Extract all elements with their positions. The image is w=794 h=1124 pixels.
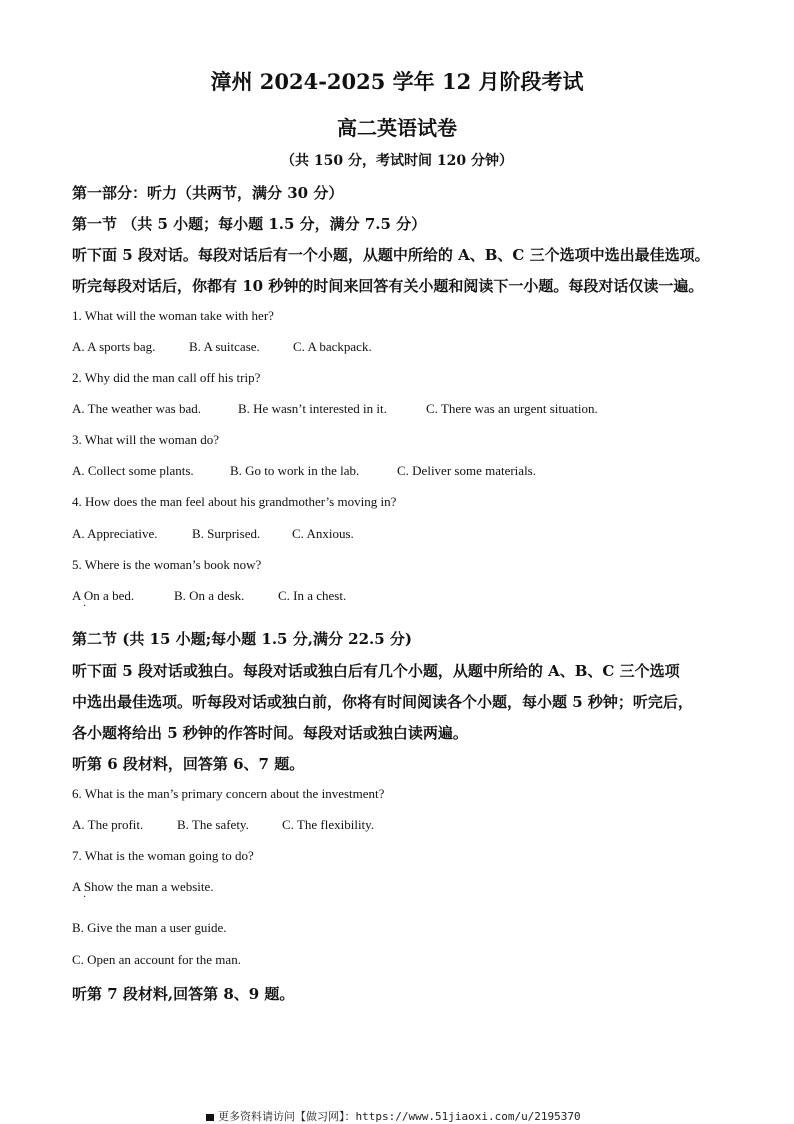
q2-option-a: A. The weather was bad.	[72, 401, 201, 416]
q3-option-b: B. Go to work in the lab.	[230, 463, 360, 478]
q3-option-c: C. Deliver some materials.	[397, 463, 536, 478]
q5-option-c: C. In a chest.	[278, 588, 347, 603]
q7-option-b: B. Give the man a user guide.	[72, 920, 227, 935]
q2-option-c: C. There was an urgent situation.	[426, 401, 598, 416]
section1-heading: 第一节 （共 5 小题；每小题 1.5 分，满分 7.5 分）	[72, 215, 427, 233]
flag-icon	[206, 1114, 214, 1121]
q5-option-a-dot: ·	[83, 601, 87, 612]
q6-option-c: C. The flexibility.	[282, 817, 375, 832]
q7-option-c: C. Open an account for the man.	[72, 952, 241, 967]
q5-option-b: B. On a desk.	[174, 588, 245, 603]
question-5: 5. Where is the woman’s book now?	[72, 557, 262, 572]
q4-option-c: C. Anxious.	[292, 526, 354, 541]
q1-option-c: C. A backpack.	[293, 339, 372, 354]
question-3: 3. What will the woman do?	[72, 432, 220, 447]
exam-meta: （共 150 分，考试时间 120 分钟）	[281, 153, 513, 169]
question-4: 4. How does the man feel about his grandmother’s moving in?	[72, 494, 397, 509]
q1-option-a: A. A sports bag.	[72, 339, 156, 354]
question-2: 2. Why did the man call off his trip?	[72, 370, 261, 385]
section2-instructions-line3: 各小题将给出 5 秒钟的作答时间。每段对话或独白读两遍。	[72, 724, 468, 742]
q2-option-b: B. He wasn’t interested in it.	[238, 401, 387, 416]
footer-link[interactable]	[206, 1108, 581, 1124]
question-1: 1. What will the woman take with her?	[72, 308, 274, 323]
question-6: 6. What is the man’s primary concern about the investment?	[72, 786, 385, 801]
q3-option-a: A. Collect some plants.	[72, 463, 194, 478]
section1-instructions-line2: 听完每段对话后，你都有 10 秒钟的时间来回答有关小题和阅读下一小题。每段对话仅读一遍。	[72, 277, 704, 295]
part1-heading: 第一部分：听力（共两节，满分 30 分）	[72, 184, 344, 202]
footer-text: 更多资料请访问【做习网】：https://www.51jiaoxi.com/u/2195370	[218, 1110, 581, 1123]
material-6-heading: 听第 6 段材料，回答第 6、7 题。	[72, 755, 305, 773]
q7-option-a-dot: ·	[83, 892, 87, 903]
q4-option-b: B. Surprised.	[192, 526, 261, 541]
q4-option-a: A. Appreciative.	[72, 526, 158, 541]
question-7: 7. What is the woman going to do?	[72, 848, 254, 863]
q6-option-a: A. The profit.	[72, 817, 144, 832]
q6-option-b: B. The safety.	[177, 817, 249, 832]
q1-option-b: B. A suitcase.	[189, 339, 260, 354]
material-7-heading: 听第 7 段材料,回答第 8、9 题。	[72, 985, 295, 1003]
q7-option-a: A Show the man a website.	[72, 879, 214, 894]
section1-instructions-line1: 听下面 5 段对话。每段对话后有一个小题，从题中所给的 A、B、C 三个选项中选出最佳选项。	[72, 246, 710, 264]
section2-instructions-line2: 中选出最佳选项。听每段对话或独白前，你将有时间阅读各个小题，每小题 5 秒钟；听完后，	[72, 693, 693, 711]
exam-subtitle: 高二英语试卷	[337, 116, 457, 140]
exam-title: 漳州 2024-2025 学年 12 月阶段考试	[210, 69, 584, 94]
section2-instructions-line1: 听下面 5 段对话或独白。每段对话或独白后有几个小题，从题中所给的 A、B、C 三个选项	[72, 662, 680, 680]
q5-option-a: A On a bed.	[72, 588, 135, 603]
section2-heading: 第二节 (共 15 小题;每小题 1.5 分,满分 22.5 分)	[72, 630, 413, 648]
